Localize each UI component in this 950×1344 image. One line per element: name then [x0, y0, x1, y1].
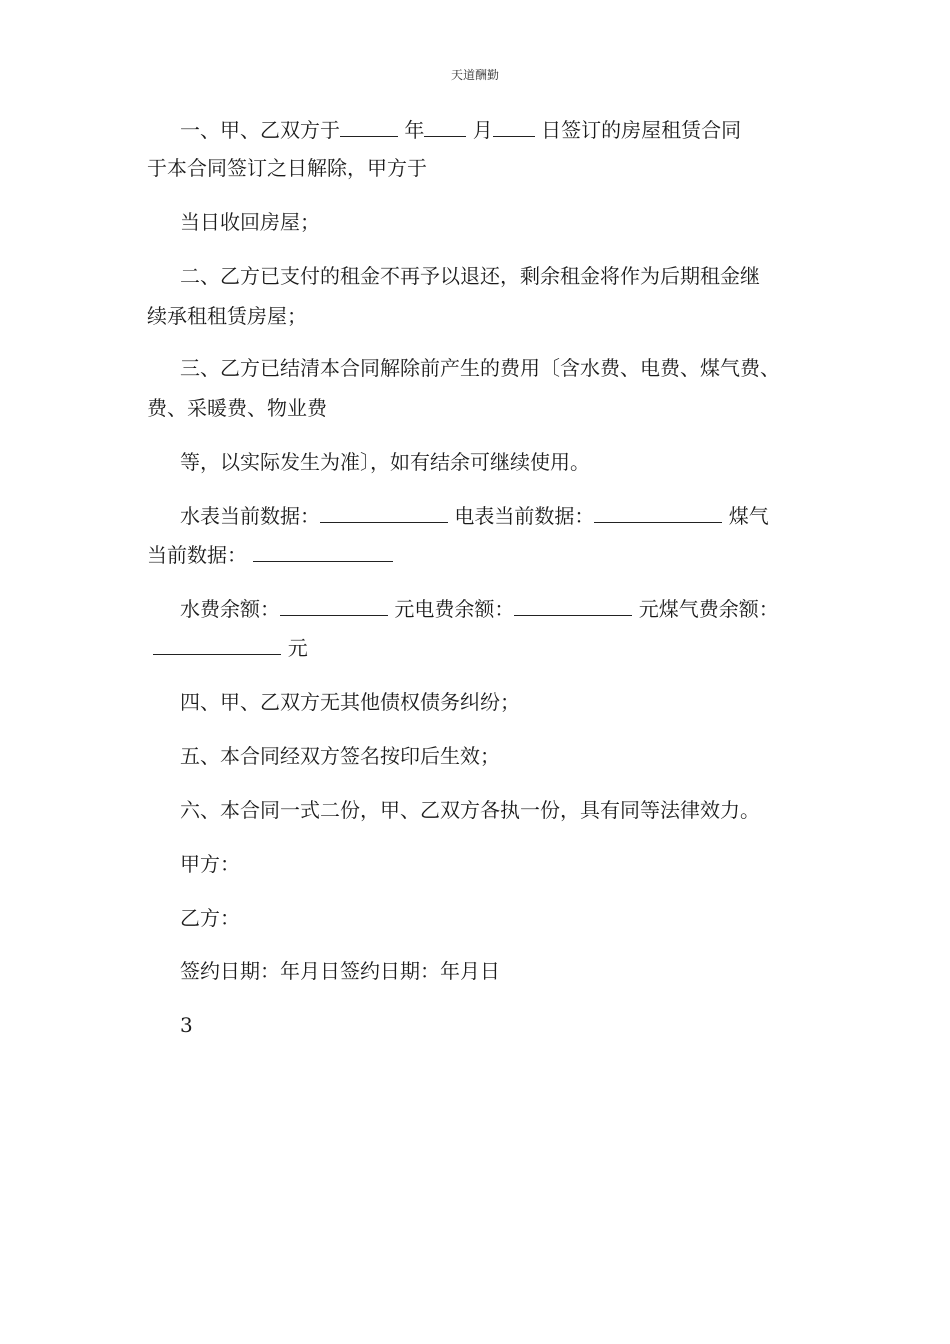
- electric-meter-label: 电表当前数据：: [454, 504, 595, 528]
- signing-dates: 签约日期：年月日签约日期：年月日: [180, 959, 500, 983]
- gas-balance-blank: [153, 636, 281, 655]
- clause-3-line-2: 费、采暖费、物业费: [147, 396, 327, 420]
- clause-2-line-2: 续承租租赁房屋；: [147, 304, 307, 328]
- clause-1-line-2: 于本合同签订之日解除，甲方于: [147, 156, 427, 180]
- clause-3-line-1: 三、乙方已结清本合同解除前产生的费用〔含水费、电费、煤气费、: [180, 356, 780, 380]
- gas-meter-label-part-1: 煤气: [728, 504, 769, 528]
- clause-1-intro: 一、甲、乙双方于: [180, 118, 340, 142]
- clause-5: 五、本合同经双方签名按印后生效；: [180, 744, 500, 768]
- year-blank: [340, 118, 398, 137]
- gas-meter-blank: [253, 543, 393, 562]
- balances-line-1: [180, 597, 779, 621]
- meter-readings-line-1: [180, 504, 769, 528]
- gas-balance-unit: 元: [287, 636, 308, 660]
- year-label: 年: [404, 118, 425, 142]
- day-blank: [493, 118, 535, 137]
- clause-3-line-3: 等，以实际发生为准〕，如有结余可继续使用。: [180, 450, 590, 474]
- clause-4: 四、甲、乙双方无其他债权债务纠纷；: [180, 690, 520, 714]
- month-blank: [424, 118, 466, 137]
- water-meter-blank: [320, 504, 448, 523]
- water-balance-blank: [280, 597, 388, 616]
- month-label: 月: [472, 118, 493, 142]
- water-meter-label: 水表当前数据：: [180, 504, 320, 528]
- gas-meter-label-part-2: 当前数据：: [147, 543, 247, 567]
- electric-balance-blank: [514, 597, 632, 616]
- gas-balance-label: 元煤气费余额：: [638, 597, 779, 621]
- clause-2-line-1: 二、乙方已支付的租金不再予以退还，剩余租金将作为后期租金继: [180, 264, 760, 288]
- clause-1-line-3: 当日收回房屋；: [180, 210, 320, 234]
- clause-6: 六、本合同一式二份，甲、乙双方各执一份，具有同等法律效力。: [180, 798, 760, 822]
- clause-1-contract: 日签订的房屋租赁合同: [541, 118, 742, 142]
- electric-meter-blank: [594, 504, 722, 523]
- page-number: 3: [180, 1013, 193, 1037]
- balances-line-2: [147, 636, 308, 660]
- electric-balance-label: 元电费余额：: [394, 597, 515, 621]
- party-a-label: 甲方：: [180, 852, 240, 876]
- clause-1-line-1: [180, 118, 741, 142]
- party-b-label: 乙方：: [180, 906, 240, 930]
- meter-readings-line-2: [147, 543, 393, 567]
- water-balance-label: 水费余额：: [180, 597, 280, 621]
- page-header: 天道酬勤: [450, 68, 499, 82]
